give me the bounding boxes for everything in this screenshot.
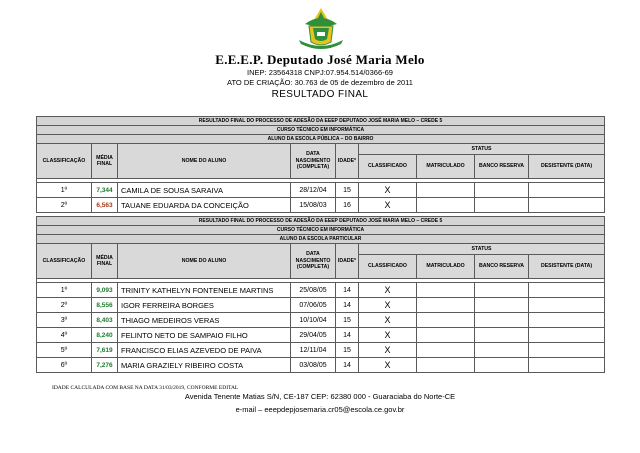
rank-cell: 2º bbox=[37, 198, 92, 213]
classified-mark: X bbox=[359, 358, 417, 373]
process-title: RESULTADO FINAL DO PROCESSO DE ADESÃO DA EEEP DEPUTADO JOSÉ MARIA MELO – CREDE 5 bbox=[37, 117, 605, 126]
age-cell: 15 bbox=[336, 183, 359, 198]
birthdate-cell: 12/11/04 bbox=[291, 343, 336, 358]
reserve-cell bbox=[475, 198, 529, 213]
classified-mark: X bbox=[359, 298, 417, 313]
student-name-cell: THIAGO MEDEIROS VERAS bbox=[118, 313, 291, 328]
rank-cell: 2º bbox=[37, 298, 92, 313]
withdrawal-cell bbox=[529, 358, 605, 373]
table-row bbox=[37, 358, 605, 373]
media-cell: 7,344 bbox=[92, 183, 118, 198]
table-row bbox=[37, 343, 605, 358]
school-name: E.E.E.P. Deputado José Maria Melo bbox=[215, 52, 425, 67]
media-cell: 8,556 bbox=[92, 298, 118, 313]
col-matriculado: MATRICULADO bbox=[417, 155, 475, 179]
age-cell: 14 bbox=[336, 358, 359, 373]
media-cell: 8,240 bbox=[92, 328, 118, 343]
reserve-cell bbox=[475, 328, 529, 343]
birthdate-cell: 07/06/05 bbox=[291, 298, 336, 313]
classified-mark: X bbox=[359, 183, 417, 198]
col-banco-reserva: BANCO RESERVA bbox=[475, 155, 529, 179]
enrolled-cell bbox=[417, 283, 475, 298]
group-title: ALUNO DA ESCOLA PÚBLICA – DO BAIRRO bbox=[37, 135, 605, 144]
student-name-cell: FELINTO NETO DE SAMPAIO FILHO bbox=[118, 328, 291, 343]
col-idade: IDADE* bbox=[336, 144, 359, 179]
col-matriculado: MATRICULADO bbox=[417, 255, 475, 279]
col-nome: NOME DO ALUNO bbox=[118, 244, 291, 279]
reserve-cell bbox=[475, 358, 529, 373]
col-idade: IDADE* bbox=[336, 244, 359, 279]
table-row bbox=[37, 283, 605, 298]
col-data-nascimento: DATA NASCIMENTO (COMPLETA) bbox=[291, 244, 336, 279]
rank-cell: 3º bbox=[37, 313, 92, 328]
age-cell: 14 bbox=[336, 328, 359, 343]
birthdate-cell: 25/08/05 bbox=[291, 283, 336, 298]
age-cell: 15 bbox=[336, 343, 359, 358]
table-row bbox=[37, 313, 605, 328]
media-cell: 7,619 bbox=[92, 343, 118, 358]
classified-mark: X bbox=[359, 198, 417, 213]
birthdate-cell: 15/08/03 bbox=[291, 198, 336, 213]
col-media-final: MÉDIA FINAL bbox=[92, 144, 118, 179]
rank-cell: 4º bbox=[37, 328, 92, 343]
rank-cell: 1º bbox=[37, 183, 92, 198]
enrolled-cell bbox=[417, 198, 475, 213]
student-name-cell: FRANCISCO ELIAS AZEVEDO DE PAIVA bbox=[118, 343, 291, 358]
inep-cnpj-line: INEP: 23564318 CNPJ:07.954.514/0366-69 bbox=[247, 68, 393, 77]
reserve-cell bbox=[475, 283, 529, 298]
student-name-cell: CAMILA DE SOUSA SARAIVA bbox=[118, 183, 291, 198]
birthdate-cell: 28/12/04 bbox=[291, 183, 336, 198]
enrolled-cell bbox=[417, 313, 475, 328]
results-table-particular bbox=[36, 216, 605, 373]
classified-mark: X bbox=[359, 343, 417, 358]
col-nome: NOME DO ALUNO bbox=[118, 144, 291, 179]
enrolled-cell bbox=[417, 358, 475, 373]
ato-criacao-line: ATO DE CRIAÇÃO: 30.763 de 05 de dezembro de 2011 bbox=[227, 78, 413, 87]
table-row bbox=[37, 298, 605, 313]
table-row bbox=[37, 183, 605, 198]
school-crest-icon bbox=[291, 6, 351, 50]
reserve-cell bbox=[475, 298, 529, 313]
course-title: CURSO TÉCNICO EM INFORMÁTICA bbox=[37, 126, 605, 135]
rank-cell: 1º bbox=[37, 283, 92, 298]
process-title: RESULTADO FINAL DO PROCESSO DE ADESÃO DA EEEP DEPUTADO JOSÉ MARIA MELO – CREDE 5 bbox=[37, 217, 605, 226]
student-name-cell: TRINITY KATHELYN FONTENELE MARTINS bbox=[118, 283, 291, 298]
group-title: ALUNO DA ESCOLA PARTICULAR bbox=[37, 235, 605, 244]
withdrawal-cell bbox=[529, 283, 605, 298]
enrolled-cell bbox=[417, 183, 475, 198]
media-cell: 6,563 bbox=[92, 198, 118, 213]
age-cell: 15 bbox=[336, 313, 359, 328]
col-status: STATUS bbox=[359, 144, 605, 155]
col-status: STATUS bbox=[359, 244, 605, 255]
enrolled-cell bbox=[417, 343, 475, 358]
col-data-nascimento: DATA NASCIMENTO (COMPLETA) bbox=[291, 144, 336, 179]
col-desistente: DESISTENTE (DATA) bbox=[529, 155, 605, 179]
col-classificacao: CLASSIFICAÇÃO bbox=[37, 244, 92, 279]
media-cell: 8,403 bbox=[92, 313, 118, 328]
student-name-cell: IGOR FERREIRA BORGES bbox=[118, 298, 291, 313]
col-classificacao: CLASSIFICAÇÃO bbox=[37, 144, 92, 179]
result-title: RESULTADO FINAL bbox=[271, 89, 369, 100]
enrolled-cell bbox=[417, 298, 475, 313]
course-title: CURSO TÉCNICO EM INFORMÁTICA bbox=[37, 226, 605, 235]
age-cell: 14 bbox=[336, 298, 359, 313]
media-cell: 7,276 bbox=[92, 358, 118, 373]
withdrawal-cell bbox=[529, 183, 605, 198]
col-banco-reserva: BANCO RESERVA bbox=[475, 255, 529, 279]
withdrawal-cell bbox=[529, 328, 605, 343]
birthdate-cell: 03/08/05 bbox=[291, 358, 336, 373]
table-row bbox=[37, 328, 605, 343]
birthdate-cell: 10/10/04 bbox=[291, 313, 336, 328]
results-table-publica bbox=[36, 116, 605, 213]
classified-mark: X bbox=[359, 313, 417, 328]
address-line: Avenida Tenente Matias S/N, CE-187 CEP: 62380 000 - Guaraciaba do Norte-CE bbox=[184, 392, 456, 401]
col-classificado: CLASSIFICADO bbox=[359, 255, 417, 279]
rank-cell: 5º bbox=[37, 343, 92, 358]
col-desistente: DESISTENTE (DATA) bbox=[529, 255, 605, 279]
col-media-final: MÉDIA FINAL bbox=[92, 244, 118, 279]
age-note: IDADE CALCULADA COM BASE NA DATA 31/03/2019, CONFORME EDITAL bbox=[52, 385, 239, 391]
classified-mark: X bbox=[359, 283, 417, 298]
reserve-cell bbox=[475, 183, 529, 198]
student-name-cell: MARIA GRAZIELY RIBEIRO COSTA bbox=[118, 358, 291, 373]
withdrawal-cell bbox=[529, 198, 605, 213]
media-cell: 9,093 bbox=[92, 283, 118, 298]
col-classificado: CLASSIFICADO bbox=[359, 155, 417, 179]
email-line: e-mail – eeepdepjosemaria.cr05@escola.ce.gov.br bbox=[235, 405, 405, 414]
birthdate-cell: 29/04/05 bbox=[291, 328, 336, 343]
withdrawal-cell bbox=[529, 343, 605, 358]
age-cell: 16 bbox=[336, 198, 359, 213]
age-cell: 14 bbox=[336, 283, 359, 298]
classified-mark: X bbox=[359, 328, 417, 343]
student-name-cell: TAUANE EDUARDA DA CONCEIÇÃO bbox=[118, 198, 291, 213]
withdrawal-cell bbox=[529, 313, 605, 328]
reserve-cell bbox=[475, 343, 529, 358]
enrolled-cell bbox=[417, 328, 475, 343]
table-row bbox=[37, 198, 605, 213]
reserve-cell bbox=[475, 313, 529, 328]
rank-cell: 6º bbox=[37, 358, 92, 373]
withdrawal-cell bbox=[529, 298, 605, 313]
